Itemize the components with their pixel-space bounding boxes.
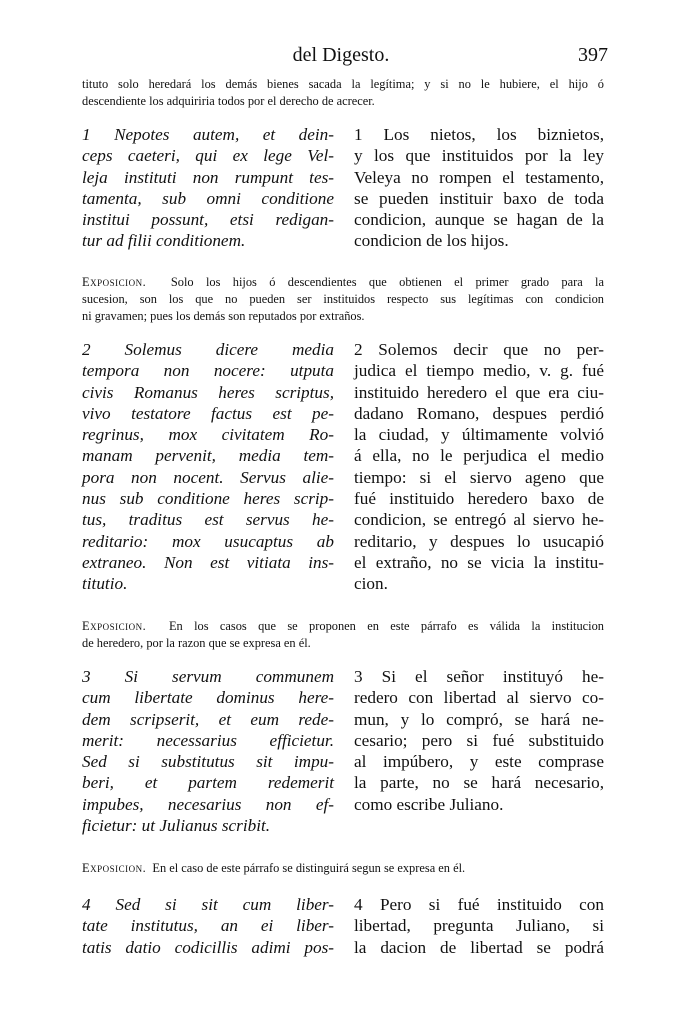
latin-text-1 xyxy=(82,124,334,252)
exposition-line: En los casos que se proponen en este párrafo es válida la institucion xyxy=(168,619,605,633)
exposition-label: Exposicion. xyxy=(82,275,147,289)
latin-text-2 xyxy=(82,339,334,595)
latin-line: reditario: mox usucaptus ab xyxy=(82,531,334,551)
intro-note xyxy=(82,76,604,110)
spanish-line: Veleya no rompen el testamento, xyxy=(354,167,604,187)
intro-note-line: tituto solo heredará los demás bienes sacada la legítima; y si no le hubiere, el hijo ó xyxy=(82,77,604,91)
spanish-line: fué instituido heredero baxo de xyxy=(354,489,604,509)
spanish-line: la parte, no se hará necesario, xyxy=(354,773,604,793)
latin-line: nus sub conditione heres scrip- xyxy=(82,489,334,509)
spanish-line: cion. xyxy=(354,574,388,594)
spanish-line: cesario; pero si fué substituido xyxy=(354,730,604,750)
latin-line: ceps caeteri, qui ex lege Vel- xyxy=(82,146,334,166)
latin-line: civis Romanus heres scriptus, xyxy=(82,382,334,402)
latin-line: tate institutus, an ei liber- xyxy=(82,916,334,936)
spanish-line: 4 Pero si fué instituido con xyxy=(354,895,604,914)
exposition-line: sucesion, son los que no pueden ser instituidos respecto sus legítimas con condicion xyxy=(82,292,604,306)
spanish-line: al impúbero, y este comprase xyxy=(354,752,604,772)
exposition-line: En el caso de este párrafo se distinguirá segun se expresa en él. xyxy=(152,861,466,875)
spanish-line: dadano Romano, despues perdió xyxy=(354,403,604,423)
intro-note-line: descendiente los adquiriria todos por el derecho de acrecer. xyxy=(82,94,375,108)
spanish-line: reditario, y despues lo usucapió xyxy=(354,531,604,551)
spanish-line: condicion, aunque se hagan de la xyxy=(354,210,604,230)
latin-line: Sed si substitutus sit impu- xyxy=(82,752,334,772)
latin-line: tus, traditus est servus he- xyxy=(82,510,334,530)
spanish-line: tiempo: si el siervo ageno que xyxy=(354,467,604,487)
latin-line: 4 Sed si sit cum liber- xyxy=(82,895,334,914)
spanish-line: la ciudad, y últimamente volvió xyxy=(354,425,604,445)
latin-line: tatis datio codicillis adimi pos- xyxy=(82,937,334,957)
exposition-note-1 xyxy=(82,274,604,325)
spanish-line: libertad, pregunta Juliano, si xyxy=(354,916,604,936)
running-title: del Digesto. xyxy=(292,44,390,66)
latin-line: vivo testatore factus est pe- xyxy=(82,403,334,423)
latin-line: ficietur: ut Julianus scribit. xyxy=(82,816,271,836)
spanish-line: y los que instituidos por la ley xyxy=(354,146,604,166)
spanish-text-4 xyxy=(354,894,604,958)
latin-line: 2 Solemus dicere media xyxy=(82,340,334,359)
spanish-line: judica el tiempo medio, v. g. fué xyxy=(354,361,604,381)
spanish-text-2 xyxy=(354,339,604,595)
exposition-line: de heredero, por la razon que se expresa en él. xyxy=(82,636,311,650)
spanish-text-3 xyxy=(354,666,604,815)
spanish-line: condicion, se entregó al siervo he- xyxy=(354,510,604,530)
latin-line: merit: necessarius efficietur. xyxy=(82,730,334,750)
latin-line: pora non nocent. Servus alie- xyxy=(82,467,334,487)
latin-line: leja instituti non rumpunt tes- xyxy=(82,167,334,187)
latin-line: titutio. xyxy=(82,574,128,594)
exposition-note-2 xyxy=(82,618,604,652)
exposition-note-3 xyxy=(82,860,604,877)
spanish-line: como escribe Juliano. xyxy=(354,794,504,814)
spanish-line: mun, y lo compró, se hará ne- xyxy=(354,709,604,729)
spanish-line: instituido heredero el que era ciu- xyxy=(354,382,604,402)
exposition-line: ni gravamen; pues los demás son reputados por extraños. xyxy=(82,309,365,323)
spanish-line: se pueden instituir baxo de toda xyxy=(354,188,604,208)
spanish-line: el extraño, no se vicia la institu- xyxy=(354,552,604,572)
exposition-label: Exposicion. xyxy=(82,619,147,633)
page-number: 397 xyxy=(578,44,608,66)
spanish-line: 3 Si el señor instituyó he- xyxy=(354,667,604,686)
latin-line: dem scripserit, et eum rede- xyxy=(82,709,334,729)
latin-text-3 xyxy=(82,666,334,836)
latin-line: regrinus, mox civitatem Ro- xyxy=(82,425,334,445)
latin-line: tur ad filii conditionem. xyxy=(82,231,246,251)
latin-line: impubes, necesarius non ef- xyxy=(82,794,334,814)
latin-line: extraneo. Non est vitiata ins- xyxy=(82,552,334,572)
latin-line: cum libertate dominus here- xyxy=(82,688,334,708)
latin-line: manam pervenit, media tem- xyxy=(82,446,334,466)
spanish-line: á ella, no le perjudica el medio xyxy=(354,446,604,466)
latin-line: 1 Nepotes autem, et dein- xyxy=(82,125,334,144)
latin-text-4 xyxy=(82,894,334,958)
latin-line: beri, et partem redemerit xyxy=(82,773,334,793)
exposition-line: Solo los hijos ó descendientes que obtienen el primer grado para la xyxy=(170,275,604,289)
latin-line: tamenta, sub omni conditione xyxy=(82,188,334,208)
spanish-line: condicion de los hijos. xyxy=(354,231,509,251)
spanish-text-1 xyxy=(354,124,604,252)
spanish-line: la dacion de libertad se podrá xyxy=(354,937,604,957)
spanish-line: 2 Solemos decir que no per- xyxy=(354,340,604,359)
spanish-line: 1 Los nietos, los biznietos, xyxy=(354,125,604,144)
latin-line: 3 Si servum communem xyxy=(82,667,334,686)
exposition-label: Exposicion. xyxy=(82,861,147,875)
latin-line: institui possunt, etsi redigan- xyxy=(82,210,334,230)
latin-line: tempora non nocere: utputa xyxy=(82,361,334,381)
spanish-line: redero con libertad al siervo co- xyxy=(354,688,604,708)
